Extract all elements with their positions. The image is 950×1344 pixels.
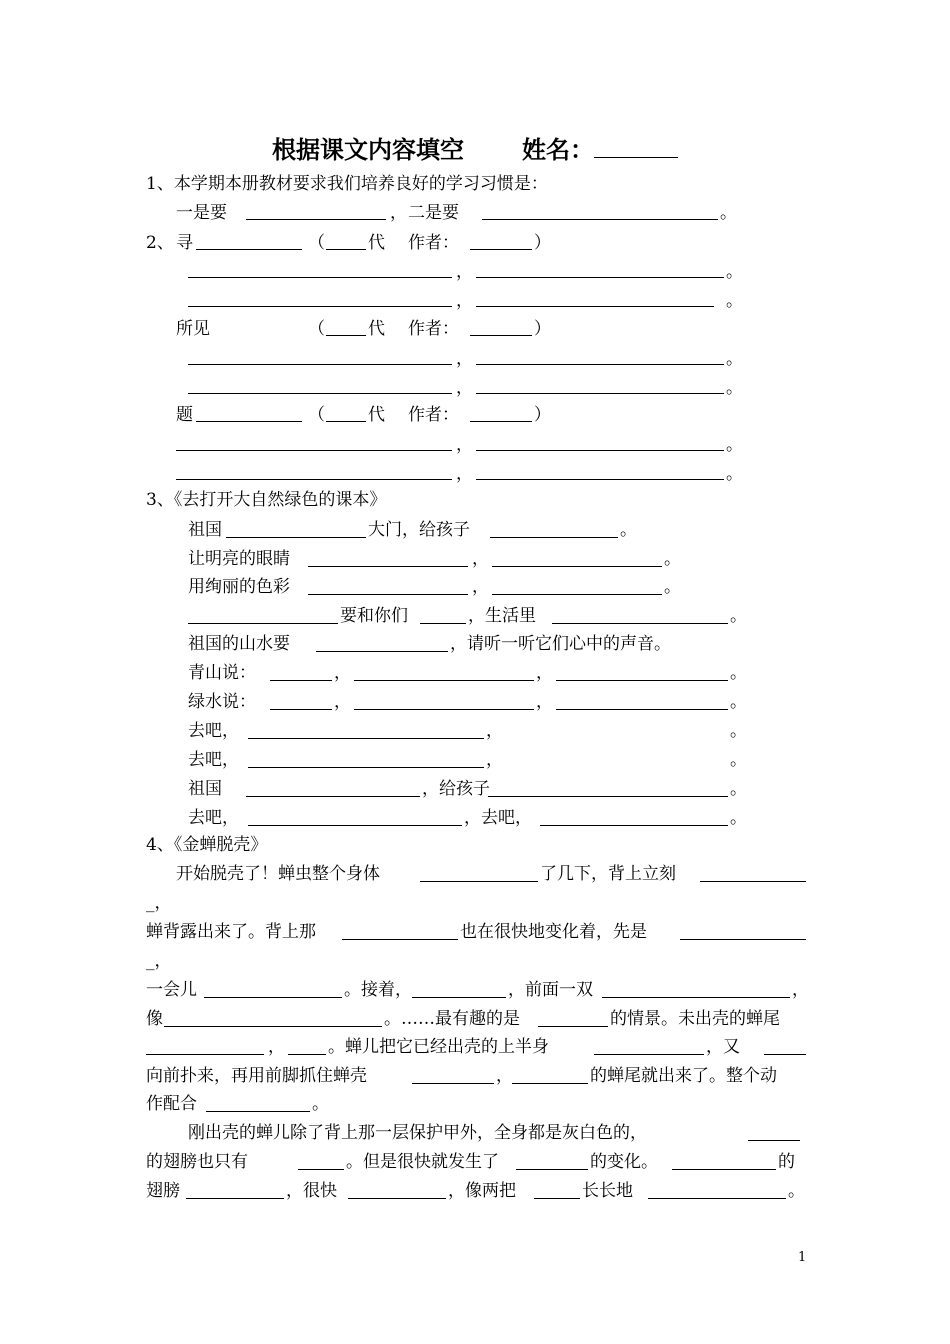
q2-poem3-line1-a[interactable] [176, 450, 452, 451]
punct: ） [534, 405, 551, 425]
punct: 。 [730, 750, 747, 770]
q4-blank[interactable] [764, 1054, 806, 1055]
q4-text: 一会儿 [146, 980, 197, 1000]
q3-blank[interactable] [492, 594, 662, 595]
q3-blank[interactable] [308, 566, 468, 567]
q3-text: 去吧， [188, 721, 239, 741]
q2-poem2-title: 所见 [176, 319, 210, 339]
q4-blank[interactable] [534, 1198, 580, 1199]
punct: 。 [730, 692, 747, 712]
q2-poem3-title: 题 [176, 405, 193, 425]
q3-blank[interactable] [270, 680, 332, 681]
punct: 。 [726, 464, 743, 484]
punct: ， [456, 435, 473, 455]
author-label: 作者： [408, 405, 459, 425]
q3-blank[interactable] [248, 738, 484, 739]
punct: 。 [730, 721, 747, 741]
punct: ， [472, 549, 489, 569]
q2-poem3-title-blank[interactable] [196, 421, 302, 422]
q2-poem2-line2-a[interactable] [188, 393, 452, 394]
q3-text: 绿水说： [188, 692, 256, 712]
q4-blank[interactable] [146, 1054, 264, 1055]
author-label: 作者： [408, 233, 459, 253]
q3-text: ，去吧， [464, 808, 532, 828]
punct: 。 [726, 291, 743, 311]
q3-blank[interactable] [492, 566, 662, 567]
q4-blank[interactable] [186, 1198, 284, 1199]
q3-text: 要和你们 [340, 606, 408, 626]
punct: 。 [730, 779, 747, 799]
q2-poem3-line2-a[interactable] [176, 479, 452, 480]
q2-poem2-line1-b[interactable] [476, 364, 724, 365]
q3-blank[interactable] [270, 709, 332, 710]
punct: 。 [726, 435, 743, 455]
q4-text: 。……最有趣的是 [384, 1009, 520, 1029]
punct: 。 [664, 549, 681, 569]
q2-poem2-line1-a[interactable] [188, 364, 452, 365]
punct: 。 [664, 577, 681, 597]
punct: ， [268, 1037, 285, 1057]
q3-blank[interactable] [420, 623, 466, 624]
q2-poem1-line2-a[interactable] [188, 306, 452, 307]
q4-blank[interactable] [700, 881, 806, 882]
q4-text: 的变化。 [590, 1152, 658, 1172]
q3-blank[interactable] [552, 623, 728, 624]
q3-text: 祖国 [188, 779, 222, 799]
q4-blank[interactable] [594, 1054, 704, 1055]
q4-text: 也在很快地变化着，先是 [460, 922, 647, 942]
q4-blank[interactable] [420, 881, 538, 882]
punct: 。 [730, 808, 747, 828]
q2-poem1-title-blank[interactable] [196, 249, 302, 250]
q3-text: 用绚丽的色彩 [188, 577, 290, 597]
q4-blank[interactable] [680, 939, 806, 940]
q3-text: 青山说： [188, 663, 256, 683]
q4-blank[interactable] [206, 1111, 310, 1112]
q4-text: ，前面一双 [508, 980, 593, 1000]
punct: ， [456, 262, 473, 282]
q4-text: 蝉背露出来了。背上那 [146, 922, 316, 942]
punct: ， [456, 291, 473, 311]
q4-text: 长长地 [582, 1181, 633, 1201]
q3-blank[interactable] [556, 709, 728, 710]
q4-text: 。但是很快就发生了 [346, 1152, 499, 1172]
q4-blank[interactable] [412, 1083, 494, 1084]
q4-text: 开始脱壳了！蝉虫整个身体 [176, 864, 380, 884]
q2-num: 2、 [146, 233, 174, 253]
q4-blank[interactable] [512, 1083, 588, 1084]
q2-poem1-dynasty-blank[interactable] [326, 249, 366, 250]
q3-text: 祖国的山水要 [188, 634, 290, 654]
punct: ） [534, 233, 551, 253]
punct: （ [308, 405, 325, 425]
q4-blank[interactable] [672, 1169, 776, 1170]
q3-text: 让明亮的眼睛 [188, 549, 290, 569]
q3-text: ，请听一听它们心中的声音。 [450, 634, 671, 654]
q4-text: 。蝉儿把它已经出壳的上半身 [328, 1037, 549, 1057]
q1-label-b: 二是要 [408, 203, 459, 223]
q4-blank[interactable] [298, 1169, 344, 1170]
punct: 。 [620, 520, 637, 540]
q1-blank-b[interactable] [482, 219, 718, 220]
q3-blank[interactable] [354, 680, 534, 681]
punct: 。 [730, 663, 747, 683]
q3-blank[interactable] [354, 709, 534, 710]
punct: 。 [726, 378, 743, 398]
q3-text: 去吧， [188, 750, 239, 770]
q4-blank[interactable] [348, 1198, 446, 1199]
punct: ， [456, 349, 473, 369]
punct: ， [486, 721, 503, 741]
q3-blank[interactable] [490, 537, 618, 538]
author-label: 作者： [408, 319, 459, 339]
q3-blank[interactable] [316, 651, 448, 652]
q3-blank[interactable] [488, 796, 728, 797]
q4-text: 翅膀 [146, 1181, 180, 1201]
punct: ， [334, 663, 351, 683]
q3-blank[interactable] [246, 796, 420, 797]
punct: ， [536, 663, 553, 683]
q4-blank[interactable] [164, 1026, 382, 1027]
q2-poem1-line2-b[interactable] [476, 306, 714, 307]
q4-text: 的翅膀也只有 [146, 1152, 248, 1172]
q4-blank[interactable] [412, 997, 506, 998]
page-title [0, 134, 950, 166]
punct: 。 [730, 606, 747, 626]
q4-blank[interactable] [602, 997, 790, 998]
q3-text: 大门，给孩子 [368, 520, 470, 540]
q3-text: ，生活里 [468, 606, 536, 626]
q3-blank[interactable] [248, 825, 462, 826]
q1-label-a: 一是要 [176, 203, 227, 223]
q4-text: _， [146, 893, 172, 913]
punct: ， [456, 378, 473, 398]
q4-blank[interactable] [538, 1026, 608, 1027]
punct: ， [536, 692, 553, 712]
q2-poem1-line1-a[interactable] [188, 277, 452, 278]
q4-text: 的蝉尾就出来了。整个动 [590, 1066, 777, 1086]
q4-blank[interactable] [516, 1169, 588, 1170]
punct: ， [792, 980, 809, 1000]
q4-heading: 4、《金蝉脱壳》 [146, 835, 268, 855]
q4-text: 了几下，背上立刻 [540, 864, 676, 884]
q3-text: ，给孩子 [422, 779, 490, 799]
q4-blank[interactable] [648, 1198, 786, 1199]
q2-poem1-title: 寻 [176, 233, 193, 253]
name-blank[interactable] [594, 137, 678, 158]
punct: （ [308, 319, 325, 339]
q4-text: 。接着， [344, 980, 412, 1000]
punct: 。 [720, 203, 737, 223]
q2-poem1-author-blank[interactable] [470, 249, 532, 250]
punct: 。 [788, 1181, 805, 1201]
punct: ， [496, 1066, 513, 1086]
q2-poem1-line1-b[interactable] [476, 277, 724, 278]
q1-heading: 1、本学期本册教材要求我们培养良好的学习习惯是： [146, 174, 548, 194]
q3-heading: 3、《去打开大自然绿色的课本》 [146, 490, 387, 510]
q3-blank[interactable] [308, 594, 468, 595]
q3-blank[interactable] [248, 767, 484, 768]
title-main: 根据课文内容填空 [272, 135, 464, 164]
dynasty-label: 代 [368, 405, 385, 425]
q4-blank[interactable] [748, 1140, 800, 1141]
punct: ， [486, 750, 503, 770]
q2-poem3-dynasty-blank[interactable] [326, 421, 366, 422]
q2-poem2-dynasty-blank[interactable] [326, 335, 366, 336]
q4-blank[interactable] [342, 939, 458, 940]
q4-text: 刚出壳的蝉儿除了背上那一层保护甲外，全身都是灰白色的， [188, 1123, 647, 1143]
q4-text: ，又 [706, 1037, 740, 1057]
q2-poem3-line1-b[interactable] [476, 450, 724, 451]
punct: ， [390, 203, 407, 223]
q3-blank[interactable] [540, 825, 728, 826]
q2-poem3-author-blank[interactable] [470, 421, 532, 422]
q3-text: 祖国 [188, 520, 222, 540]
punct: （ [308, 233, 325, 253]
q4-blank[interactable] [288, 1054, 326, 1055]
name-label: 姓名： [522, 135, 594, 164]
q3-blank[interactable] [188, 623, 338, 624]
q2-poem2-line2-b[interactable] [476, 393, 724, 394]
q3-blank[interactable] [226, 537, 366, 538]
q4-text: _， [146, 951, 172, 971]
q1-blank-a[interactable] [246, 219, 386, 220]
punct: ， [456, 464, 473, 484]
punct: ） [534, 319, 551, 339]
punct: ， [334, 692, 351, 712]
q4-text: 像 [146, 1009, 163, 1029]
q4-text: ，很快 [286, 1181, 337, 1201]
punct: 。 [726, 262, 743, 282]
dynasty-label: 代 [368, 319, 385, 339]
q3-text: 去吧， [188, 808, 239, 828]
page-number: 1 [798, 1250, 807, 1265]
q2-poem3-line2-b[interactable] [476, 479, 724, 480]
q4-text: ，像两把 [448, 1181, 516, 1201]
punct: 。 [726, 349, 743, 369]
q4-text: 向前扑来，再用前脚抓住蝉壳 [146, 1066, 367, 1086]
q4-blank[interactable] [204, 997, 342, 998]
q2-poem2-author-blank[interactable] [470, 335, 532, 336]
q4-text: 的 [778, 1152, 795, 1172]
q4-text: 的情景。未出壳的蝉尾 [610, 1009, 780, 1029]
punct: 。 [312, 1094, 329, 1114]
q3-blank[interactable] [556, 680, 728, 681]
q4-text: 作配合 [146, 1094, 197, 1114]
punct: ， [472, 577, 489, 597]
dynasty-label: 代 [368, 233, 385, 253]
